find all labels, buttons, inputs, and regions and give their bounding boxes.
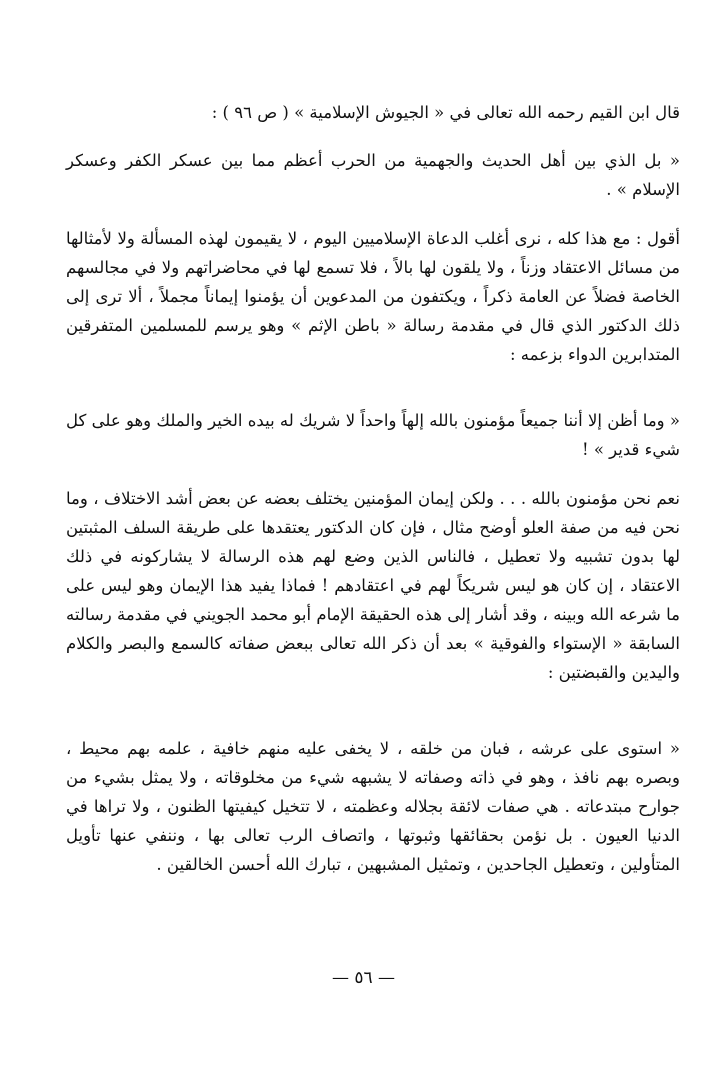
intro-line: قال ابن القيم رحمه الله تعالى في « الجيوش الإسلامية » ( ص ٩٦ ) :: [211, 103, 680, 122]
quote-ibn-al-qayyim: « بل الذي بين أهل الحديث والجهمية من الحرب أعظم مما بين عسكر الكفر وعسكر الإسلام » .: [66, 151, 680, 199]
quote-doctor: « وما أظن إلا أننا جميعاً مؤمنون بالله إلهاً واحداً لا شريك له بيده الخير والملك وهو على كل شيء قدير » !: [66, 411, 680, 459]
body-paragraph-2: نعم نحن مؤمنون بالله . . . ولكن إيمان المؤمنين يختلف بعضه عن بعض أشد الاختلاف ، وما نحن فيه من صفة العلو أوضح مثال ، فإن كان الدكتور يعتقدها على طريقة السلف المثبتين لها بدون تشبيه ولا تعطيل ، فالناس الذين وضع لهم هذه الرسالة لا يشاركونه في ذلك الاعتقاد ، إن كان هو ليس شريكاً لهم في اعتقادهم ! فماذا يفيد هذا الإيمان وهو ليس على ما شرعه الله وبينه ، وقد أشار إلى هذه الحقيقة الإمام أبو محمد الجويني في مقدمة رسالته السابقة « الإستواء والفوقية » بعد أن ذكر الله تعالى ببعض صفاته كالسمع والبصر والكلام واليدين والقبضتين :: [66, 489, 680, 682]
body-paragraph-1: أقول : مع هذا كله ، نرى أغلب الدعاة الإسلاميين اليوم ، لا يقيمون لهذه المسألة ولا لأمثالها من مسائل الاعتقاد وزناً ، ولا يلقون لها بالاً ، فلا تسمع لها في محاضراتهم ولا في مجالسهم الخاصة فضلاً عن العامة ذكراً ، ويكتفون من المدعوين أن يؤمنوا إيماناً مجملاً ، ألا ترى إلى ذلك الدكتور الذي قال في مقدمة رسالة « باطن الإثم » وهو يرسم للمسلمين المتفرقين المتدابرين الدواء بزعمه :: [66, 229, 680, 364]
page-number: — ٥٦ —: [331, 968, 396, 988]
quote-al-juwayni: « استوى على عرشه ، فبان من خلقه ، لا يخفى عليه منهم خافية ، علمه بهم محيط ، وبصره بهم نافذ ، وهو في ذاته وصفاته لا يشبهه شيء من مخلوقاته ، ولا يمثل بشيء من جوارح مبتدعاته . هي صفات لائقة بجلاله وعظمته ، لا تتخيل كيفيتها الظنون ، ولا تراها في الدنيا العيون . بل نؤمن بحقائقها وثبوتها ، واتصاف الرب تعالى بها ، وننفي عنها تأويل المتأولين ، وتعطيل الجاحدين ، وتمثيل المشبهين ، تبارك الله أحسن الخالقين .: [66, 739, 680, 874]
